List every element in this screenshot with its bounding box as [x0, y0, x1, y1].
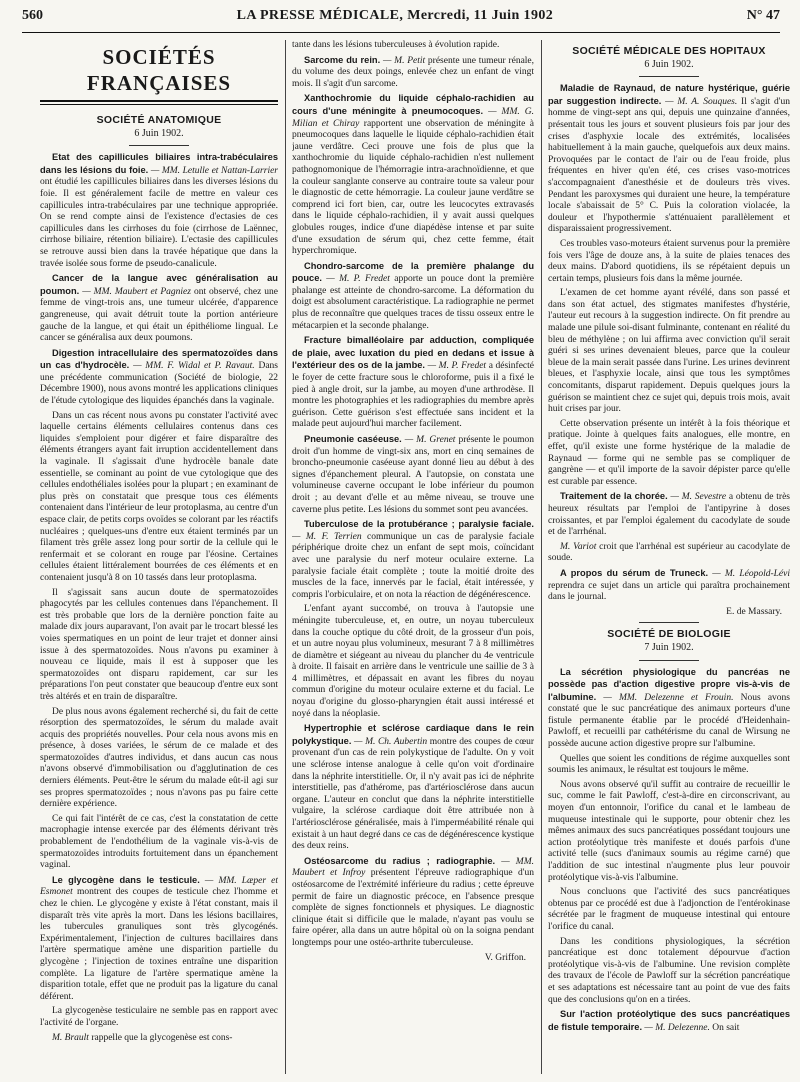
column-2	[292, 40, 534, 1076]
section-rule	[129, 145, 189, 146]
article-authors: — MM. Maubert et Infroy	[292, 856, 534, 879]
article-body: montre des coupes de cœur provenant d'un cas de rein polykystique de l'adulte. On y voit une sclérose intense analogue à celle qu'on voit d'ordinaire dans la néphrite interstitielle. Or, il n'y avait pas ici de néphrite interstitielle, pas d'athérome, pas d'artériosclérose dans aucun organe. L'auteur en conclut que dans la néphrite interstitielle vulgaire, la sclérose cardiaque doit être attribuée non à l'artériosclérose généralisée, mais à l'imperméabilité rénale qui existait à un haut degré dans ce cas de dégénérescence kystique des deux reins.	[292, 736, 534, 852]
article-body: Dans une précédente communication (Société de biologie, 22 Décembre 1900), nous avons montré les applications cliniques de l'étude cytologique des liquides épanchés dans la vaginale.	[40, 361, 278, 407]
article-heading: Pneumonie caséeuse.	[304, 434, 402, 444]
article	[548, 667, 790, 751]
article-body: croit que l'arrhénal est supérieur au cacodylate de soude.	[548, 541, 790, 564]
article-heading: Sarcome du rein.	[304, 54, 381, 65]
article-heading: Etat des capillicules biliaires intra-trabéculaires dans les lésions du foie.	[40, 152, 278, 175]
paragraph	[40, 1033, 278, 1045]
paragraph: Dans un cas récent nous avons pu constater l'activité avec laquelle certains éléments cellulaires contenus dans ces liquides s'emploient pour digérer et faire disparaître des éléments étrangers ayant fait irruption accidentellement dans la vaginale. Il s'agissait d'une hydrocèle banale date essentielle, se cominant au point de vue cytologique que des cellules endothéliales isolées pour la plupart ; en examinant de plus près on constatait que presque tous ces éléments contenaient dans l'intérieur de leur protoplasma, au centre d'un espace clair, de petits corps ovoïdes se colorant par les réactifs nucléaires ; quelques-uns d'entre eux étaient terminés par un filament très grêle assez long pour sortir de la cellule qui le renfermait et se colorant en rouge par l'éosine. Certaines cellules étaient littéralement bourrées de ces éléments et en contenaient jusqu'à 8 on 10 tassés dans leur protoplasma.	[40, 410, 278, 583]
article-authors: — M. F. Terrien	[292, 531, 362, 542]
paragraph: Il s'agissait sans aucun doute de spermatozoïdes phagocytés par les cellules contenues dans l'épanchement. Il est très probable que lors de la dernière ponction faite au malade dix jours auparavant, l'on avait par le trocart blessé les voies spermatiques en un point de leur trajet et donner ainsi issue à des spermatozoïdes. Nous n'avons pu examiner à nouveau ce liquide, mais il est à supposer que les spermatozoïdes ont disparu rapidement, car sur les préparations l'on peut constater que beaucoup d'entre eux sont très altérés et en train de disparaître.	[40, 587, 278, 702]
paragraph: Ce qui fait l'intérêt de ce cas, c'est la constatation de cette macrophagie intense exercée par des éléments dérivant très probablement de l'endothélium de la vaginale vis-à-vis de spermatozoïdes introduits fortuitement dans un épanchement vaginal.	[40, 813, 278, 871]
section-rule	[639, 660, 699, 661]
article-heading: Digestion intracellulaire des spermatozoïdes dans un cas d'hydrocèle.	[40, 347, 278, 371]
article-authors: — M. P. Fredet	[326, 274, 390, 285]
article-body: Nous avons constaté que le suc pancréatique des animaux porteurs d'une fistule permanente établie par le procédé d'Heidenhain-Pawloff, et recueilli par cathétérisme du canal de Wirsung ne possède aucune action digestive propre sur l'albumine.	[548, 692, 790, 750]
article-body: présente une tumeur rénale, du volume des deux poings, enlevée chez un enfant de vingt mois. Il s'agit d'un sarcome.	[292, 55, 534, 89]
article-body: rapportent une observation de méningite à pneumocoques dans laquelle le liquide céphalo-rachidien était jaune verdâtre. Ceci prouve une fois de plus que la xanthochromie du liquide céphalo-rachidien n'est nullement pathognomonique de l'hémorragie intra-arachnoïdienne, et que la couleur sanglante conserve au contraire toute sa valeur pour le diagnostic de cette hémorragie. La couleur jaune verdâtre se comprend ici fort bien, car, outre les leucocytes extravasés dans le liquide céphalo-rachidien, il y avait aussi quelques globules rouges, indice d'une diapédèse intense et par suite d'une exsudation de sérum qui, chez cette femme, était hyperchromique.	[292, 118, 534, 257]
article-heading: Cancer de la langue avec généralisation au poumon.	[40, 273, 278, 296]
article-authors: — MM. G. Milian et Chiray	[292, 106, 534, 129]
section-date: 6 Juin 1902.	[644, 58, 694, 70]
article-authors: — M. Delezenne.	[644, 1022, 710, 1033]
article	[292, 434, 534, 516]
column-3	[548, 40, 790, 1076]
article-heading: Traitement de la chorée.	[560, 491, 668, 502]
section-date: 7 Juin 1902.	[644, 641, 694, 653]
paragraph	[548, 542, 790, 565]
article-body: ont étudié les capillicules biliaires dans les diverses lésions du foie. Il est généralement facile de mettre en valeur ces capillicules intra-trabéculaires par une technique appropriée. On se rend compte ainsi de l'existence d'ectasies de ces capillicules dans les cirrhoses du foie (cirrhose de Laënnec, cirrhose biliaire, rétention biliaire). L'ectasie des capillicules se retrouve aussi bien dans la travée hépatique que dans la travée isolée sous forme de pseudo-canalicule.	[40, 177, 278, 269]
signature: V. Griffon.	[484, 952, 526, 963]
paragraph: L'enfant ayant succombé, on trouva à l'autopsie une méningite tuberculeuse, et, en outre, un noyau tuberculeux dans la couche optique du côté droit, de la grosseur d'un pois, et un autre noyau plus volumineux, mesurant 7 à 8 millimètres de diamètre et siégeant au niveau du plancher du 4e ventricule à droite. Il faisait en arrière dans le ventricule une saillie de 3 à 4 millimètres, et dépassait en avant les fibres du noyau commun d'origine du moteur oculaire externe et du facial. Le noyau d'origine du glosso-pharyngien était aussi intéressé et noyé dans la néoplasie.	[292, 604, 534, 719]
article-heading: A propos du sérum de Truneck.	[560, 567, 709, 578]
article	[548, 491, 790, 538]
paragraph: Quelles que soient les conditions de régime auxquelles sont soumis les animaux, le résultat est toujours le même.	[548, 753, 790, 776]
article-body: communique un cas de paralysie faciale périphérique droite chez un enfant de sept mois, coïncidant avec une paralysie du nerf moteur oculaire externe. La paralysie faciale était complète ; toute la moitié droite des muscles de la face, innervés par le facial, était intéressée, y compris l'orbiculaire, et on nota la réaction de dégénérescence.	[292, 531, 534, 600]
column-1	[40, 40, 278, 1076]
paragraph: Ces troubles vaso-moteurs étaient survenus pour la première fois vers l'âge de douze ans, à la suite de plaies tenaces des deux mains. D'abord quotidiens, ils se répétaient depuis un certain temps, plusieurs fois dans la même journée.	[548, 238, 790, 284]
article-body: On sait	[712, 1022, 740, 1033]
article-body: Il s'agit d'un homme de vingt-sept ans qui, depuis une quinzaine d'années, présentait tous les jours et souvent plusieurs fois par jour des crises d'asphyxie locale des extrémités, localisées habituellement à la main gauche, quelquefois aux deux mains. Provoquées par le contact de l'air ou de l'eau froide, plus fréquentes en hiver qu'en été, ces crises vaso-motrices s'accompagnaient d'anesthésie et de douleurs très vives. Pendant les paroxysmes qui duraient une heure, la température locale s'abaissait de 5° C. Puis la coloration violacée, la douleur et l'hypothermie s'atténuaient parallèlement et disparaissaient progressivement.	[548, 96, 790, 235]
paragraph: L'examen de cet homme ayant révélé, dans son passé et dans son état actuel, des stigmates manifestes d'hystérie, l'auteur eut recours à la suggestion indirecte. On fit prendre au malade une pilule soi-disant fulminante, contenant en réalité du bleu de méthylène ; on lui affirma avec conviction qu'il serait guéri si ses urines devenaient bleues, parce que la couleur bleue de la main serait passée dans l'urine. Les urines devinrent bleues, et l'asphyxie locale, ainsi que tous les symptômes concomitants, disparut rapidement. Depuis quelques jours la guérison se maintient chez ce sujet qui, depuis trois mois, avait huit crises par jour.	[548, 288, 790, 415]
article	[40, 152, 278, 270]
article-authors: — M. Léopold-Lévi	[712, 568, 790, 579]
article-heading: Maladie de Raynaud, de nature hystérique, guérie par suggestion indirecte.	[548, 83, 790, 106]
article-authors: — MM. Delezenne et Frouin.	[603, 692, 734, 703]
article-body: présente le poumon droit d'un homme de vingt-six ans, mort en cinq semaines de broncho-pneumonie caséeuse ayant donné lieu au début à des signes d'épanchement pleural. A l'autopsie, on constata une volumineuse caverne occupant le lobe inférieur du poumon droit ; au devant d'elle et au même niveau, se trouve une caverne plus petite. Les lésions du sommet sont peu avancées.	[292, 435, 534, 515]
article-heading: Hypertrophie et sclérose cardiaque dans le rein polykystique.	[292, 723, 534, 746]
paragraph: De plus nous avons également recherché si, du fait de cette résorption des spermatozoïdes, le sérum du malade avait acquis des propriétés nouvelles. Pour cela nous avons mis en présence, à doses variées, le sérum de ce malade et des spermatozoïdes d'autres individus, et dans aucun cas nous n'avons observé d'immobilisation ou d'agglutination de ces derniers éléments. Peut-être le sérum du malade eût-il agi sur ses propres spermatozoïdes ; nous n'avons pas pu faire cette dernière expérience.	[40, 706, 278, 810]
section-date: 6 Juin 1902.	[134, 127, 184, 139]
page-header	[22, 8, 780, 33]
article-heading: Ostéosarcome du radius ; radiographie.	[304, 855, 496, 866]
issue-number: N° 47	[746, 8, 780, 23]
article-authors: — M. Petit	[382, 55, 426, 66]
article-body: apporte un pouce dont la première phalange est atteinte de chondro-sarcome. La déformation du doigt est absolument caractéristique. La radiographie ne permet plus de reconnaître que quelques traces de tissu osseux entre le métacarpien et la seconde phalange.	[292, 274, 534, 331]
paragraph: Nous concluons que l'activité des sucs pancréatiques obtenus par ce procédé est due à l'adjonction de l'entérokinase sécrétée par le fragment de muqueuse intestinal qui entoure l'orifice du canal.	[548, 887, 790, 932]
article	[548, 568, 790, 604]
section-rule	[639, 76, 699, 77]
paragraph: Nous avons observé qu'il suffit au contraire de recueillir le suc, comme le fait Pawloff, c'est-à-dire en circonscrivant, au moyen d'un entonnoir, l'orifice du canal et le lambeau de muqueuse intestinale qui le supporte, pour obtenir chez les mêmes animaux des sucs pancréatiques possédant toujours une action protéolytique très manifeste et doués parfois d'une activité telle (sucs d'animaux soumis au régime carné) que l'addition de suc intestinal n'augmente plus leur pouvoir protéolytique vis-à-vis l'albumine.	[548, 779, 790, 883]
article-heading: Le glycogène dans le testicule.	[52, 874, 200, 885]
section-title: SOCIÉTÉ ANATOMIQUE	[96, 114, 222, 126]
article-heading: Sur l'action protéolytique des sucs pancréatiques de fistule temporaire.	[548, 1009, 790, 1032]
article-authors: — MM. Maubert et Pagniez	[82, 286, 191, 297]
article	[292, 856, 534, 950]
article-authors: — M. Ch. Aubertin	[354, 736, 428, 747]
section-title: SOCIÉTÉ MÉDICALE DES HOPITAUX	[572, 45, 766, 57]
article-body: reprendra ce sujet dans un article qui paraîtra prochainement dans le journal.	[548, 580, 790, 603]
article-authors: — M. A. Souques.	[665, 96, 738, 107]
article-body: a obtenu de très heureux résultats par l'emploi de l'antipyrine à doses croissantes, et par l'emploi également du cacodylate de soude et de l'arrhénal.	[548, 492, 790, 538]
article-body: a désinfecté le foyer de cette fracture sous le chloroforme, puis il a fixé le pied à angle droit, sur la jambe, au moyen d'une arthrodèse. Il montre les photographies et les radiographies du membre après guérison. Cette guérison s'est effectuée sans incident et la malade peut aujourd'hui marcher facilement.	[292, 361, 534, 430]
signature: E. de Massary.	[726, 606, 782, 617]
article	[40, 273, 278, 345]
article-body: présentent l'épreuve radiographique d'un ostéosarcome de l'extrémité inférieure du radius ; cette épreuve permit de faire un diagnostic précoce, en l'absence presque complète de signes fonctionnels et physiques. Le diagnostic clinique était si difficile que le malade, n'ayant pas voulu se faire opérer, alla dans un autre hôpital où on la soigna pendant longtemps pour une ostéo-arthrite tuberculeuse.	[292, 868, 534, 948]
article	[292, 261, 534, 333]
section-rule	[639, 622, 699, 623]
paragraph: Cette observation présente un intérêt à la fois théorique et pratique. Jointe à quelques faits analogues, elle montre, en effet, qu'il existe une forme hystérique de la maladie de Raynaud — forme qui ne semble pas se compliquer de gangrène — et qu'il importe de la savoir dépister parce qu'elle est curable par essence.	[548, 418, 790, 487]
paragraph: Dans les conditions physiologiques, la sécrétion pancréatique est donc totalement dépourvue d'action protéolytique vis-à-vis de l'albumine. Une revision complète des travaux de l'école de Pawloff sur la sécrétion pancréatique et ses adaptations est nécessaire tant au point de vue des faits que des conclusions qu'on en a tirées.	[548, 936, 790, 1005]
article-authors: M. Brault	[52, 1032, 89, 1043]
article	[292, 519, 534, 601]
article-body: rappelle que la glycogenèse est cons-	[91, 1032, 233, 1043]
article-heading: La sécrétion physiologique du pancréas ne possède pas d'action digestive propre vis-à-vis de l'albumine.	[548, 666, 790, 702]
title-rule	[40, 100, 278, 105]
masthead: LA PRESSE MÉDICALE, Mercredi, 11 Juin 1902	[236, 8, 554, 23]
article-authors: — M. Sevestre	[670, 492, 727, 503]
paragraph: La glycogenèse testiculaire ne semble pas en rapport avec l'activité de l'organe.	[40, 1006, 278, 1028]
article	[548, 83, 790, 236]
article-authors: — M. Grenet	[404, 435, 456, 445]
article-authors: — MM. Læper et Esmonet	[40, 875, 278, 898]
column-rule	[285, 40, 286, 1074]
article-authors: — M. P. Fredet	[427, 361, 487, 372]
article-heading: Tuberculose de la protubérance ; paralysie faciale.	[304, 519, 534, 530]
section-title: SOCIÉTÉ DE BIOLOGIE	[607, 628, 731, 641]
article-authors: — MM. F. Widal et P. Ravaut.	[133, 361, 255, 372]
article	[292, 723, 534, 853]
article	[292, 335, 534, 431]
article	[548, 1009, 790, 1034]
article-authors: M. Variot	[560, 541, 597, 552]
column-rule	[541, 40, 542, 1074]
article	[40, 875, 278, 1004]
paragraph: tante dans les lésions tuberculeuses à évolution rapide.	[292, 40, 500, 50]
main-title: SOCIÉTÉS FRANÇAISES	[86, 45, 232, 95]
page-number: 560	[22, 8, 43, 23]
article	[292, 55, 534, 91]
article-heading: Chondro-sarcome de la première phalange du pouce.	[292, 260, 534, 284]
article	[292, 93, 534, 257]
article	[40, 348, 278, 408]
article-body: montrent des coupes de testicule chez l'homme et chez le chien. Le glycogène y existe à l'état constant, mais il disparaît très vite après la mort. Dans les lésions bacillaires, les tubercules granuliques sont très glycogénés. Expérimentalement, l'injection de cultures bacillaires dans l'artère spermatique amène une disparition partielle du glycogène ; l'injection de toxines entraîne une disparition complète. La ligature de l'artère spermatique amène la disparition totale, effet que ne produit pas la ligature du canal déférent.	[40, 887, 278, 1002]
article-heading: Xanthochromie du liquide céphalo-rachidien au cours d'une méningite à pneumocoques.	[292, 93, 534, 116]
article-authors: — MM. Letulle et Nattan-Larrier	[150, 165, 278, 176]
article-body: ont observé, chez une femme de vingt-trois ans, une tumeur ulcérée, d'apparence gangreneuse, qui avait détruit toute la portion antérieure gauche de la langue, et qui était un épithéliome lingual. Le cancer se généralisa aux deux poumons.	[40, 286, 278, 344]
article-heading: Fracture bimalléolaire par adduction, compliquée de plaie, avec luxation du pied en dedans et issue à l'extérieur des os de la jambe.	[292, 335, 534, 371]
